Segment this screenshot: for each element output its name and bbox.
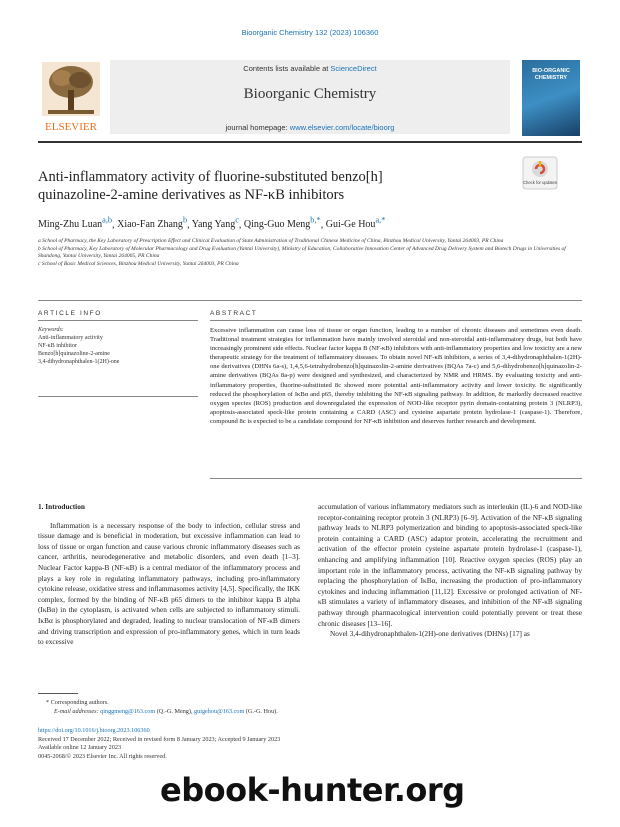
- body-column-right: [318, 502, 582, 640]
- keyword: Benzo[h]quinazoline-2-amine: [38, 351, 110, 357]
- publication-info: [38, 727, 438, 761]
- author[interactable]: Ming-Zhu Luan$^{a,b}$: [38, 216, 113, 231]
- available-online: Available online 12 January 2023: [38, 744, 122, 751]
- check-updates-icon: [522, 156, 558, 190]
- keyword: 3,4-dihydronaphthalen-1(2H)-one: [38, 359, 120, 365]
- introduction-heading: 1. Introduction: [38, 502, 85, 511]
- affiliations: [38, 238, 582, 268]
- journal-cover-title: BIO-ORGANIC CHEMISTRY: [532, 68, 570, 81]
- received-dates: Received 17 December 2022; Received in revised form 8 January 2023; Accepted 9 January 2023: [38, 735, 281, 743]
- check-updates-label: Check for updates: [523, 180, 557, 185]
- abstract-text: Excessive inflammation can cause loss of tissue or organ function, leading to a number of chronic diseases and sometimes even death. Traditional treatment strategies for inflammation have mainly involved steroidal and non-steroidal anti-inflammatory drugs, but both have increasingly prominent side effects. Nuclear factor kappa B (NF-κB) inhibitors with anti-inflammatory properties and low toxicity are a new therapeutic strategy for the treatment of inflammatory diseases. To obtain novel NF-κB inhibitors, a series of 3,4-dihydronaphthalen-1(2H)-one derivatives (DHNs 6a-s), 1,4,5,6-tetrahydrobenzo[h]quinazolin-2-amine derivatives (BQAs 7a-c) and 5,6-dihydrobenzo[h]quinazolin-2-amine derivatives (BQAs 8a-p) were designed and synthesized, and characterized by NMR and HRMS. By evaluating toxicity and anti-inflammatory properties, fluorine-substituted 8c showed more potential anti-inflammatory activity and lower toxicity. 8c significantly reduced the phosphorylation of IκBα and p65, thereby inhibiting the NF-κB signaling pathway. In addition, 8c markedly decreased reactive oxygen species (ROS) production and downregulated the expression of NOD-like receptor pyrin domain-containing protein 3 (NLRP3), apoptosis-associated speck-like protein containing a CARD (ASC) and cysteine aspartate protein hydrolase-1 (caspase-1). Therefore, compound 8c is expected to be a candidate compound for NF-κB inhibition and deserves further research and development.: [210, 327, 582, 425]
- article-info-heading: ARTICLE INFO: [38, 310, 102, 317]
- author[interactable]: Gui-Ge Hou$^{a,*}$: [325, 216, 386, 231]
- article-info-bottom-rule: [38, 396, 198, 397]
- body-paragraph: Novel 3,4-dihydronaphthalen-1(2H)-one derivatives (DHNs) [17] as: [330, 629, 530, 639]
- author-list: Ming-Zhu Luan$^{a,b}$, Xiao-Fan Zhang$^b$, Yang Yang$^c$, Qing-Guo Meng$^{b,*}$, Gui-Ge Hou$^{a,*}$: [38, 216, 386, 231]
- corresponding-authors-note: * Corresponding authors.: [46, 699, 109, 706]
- author[interactable]: Xiao-Fan Zhang$^b$: [117, 216, 188, 231]
- body-column-left: [38, 502, 300, 648]
- article-title-line-2: quinazoline-2-amine derivatives as NF-κB inhibitors: [38, 187, 345, 203]
- contents-prefix: Contents lists available at: [243, 64, 331, 73]
- keywords-label: Keywords:: [38, 327, 64, 333]
- homepage-prefix: journal homepage:: [225, 123, 290, 132]
- elsevier-wordmark: ELSEVIER: [45, 121, 97, 133]
- email-link[interactable]: guigehou@163.com: [194, 707, 245, 715]
- header-divider: [38, 141, 582, 143]
- body-paragraph: Inflammation is a necessary response of the body to infection, cellular stress and tissue damage and is beneficial in moderation, but excessive inflammation can lead to loss of tissue or organ function and cause various chronic inflammatory diseases such as cancer, arthritis, neurodegenerative and metabolic disorders, and even death [1–3]. Nuclear Factor kappa-B (NF-κB) is a central mediator of the inflammatory process and plays a key role in regulating inflammatory pathways, including pro-inflammatory cytokine release, oxidative stress and inflammasomes activity [4,5]. Specifically, the IKK complex, formed by the binding of NF-κB p65 dimers to the inhibitor kappa B alpha (IκBα) in the cytoplasm, is activated when cells are subjected to inflammatory stimuli. IκBα is phosphorylated and degraded, leading to nuclear translocation of NF-κB dimers and driving transcription and expression of pro-inflammatory genes, which in turn leads to excessive: [38, 520, 300, 647]
- keywords-block: [38, 326, 198, 366]
- keyword: Anti-inflammatory activity: [38, 335, 103, 341]
- sciencedirect-link[interactable]: ScienceDirect: [330, 64, 377, 73]
- homepage-line: [110, 123, 510, 132]
- article-info-rule: [38, 320, 198, 321]
- elsevier-logo: [38, 60, 104, 136]
- body-paragraph: accumulation of various inflammatory mediators such as interleukin (IL)-6 and NOD-like receptor-containing receptor protein 3 (NLRP3) [6–9]. Activation of the NF-κB signaling pathway leads to NLRP3 polymerization and binding to apoptosis-associated speck-like protein containing a CARD (ASC) adaptor protein, accelerating the recruitment and activation of the effector protein cysteine aspartate protein hydrolase-1 (caspase-1), enhancing and amplifying inflammation [10]. Reactive oxygen species (ROS) play an important role in the inflammatory process, activating the NF-κB signaling pathway by replacing the phosphorylation of IκBα, increasing the production of pro-inflammatory cytokines and inducing inflammation [11,12]. Excessive or prolonged activation of NF-κB stimulates a variety of inflammatory diseases, and inhibition of the NF-κB signaling pathway through pharmacological intervention could potentially prevent or treat these chronic diseases [13–16].: [318, 502, 582, 628]
- doi-link[interactable]: https://doi.org/10.1016/j.bioorg.2023.106360: [38, 727, 150, 734]
- elsevier-tree-icon: [38, 60, 104, 136]
- abstract-end-rule: [210, 478, 582, 479]
- author[interactable]: Yang Yang$^c$: [191, 216, 239, 231]
- article-title-line-1: Anti-inflammatory activity of fluorine-substituted benzo[h]: [38, 169, 383, 185]
- section-divider: [38, 300, 582, 301]
- abstract-heading: ABSTRACT: [210, 310, 258, 317]
- email-addresses: E-mail addresses: qinggmeng@163.com (Q.-G. Meng), guigehou@163.com (G.-G. Hou).: [54, 707, 278, 715]
- contents-line: [110, 64, 510, 73]
- keyword: NF-κB inhibitor: [38, 343, 77, 349]
- author[interactable]: Qing-Guo Meng$^{b,*}$: [243, 216, 321, 231]
- affiliation-a: a School of Pharmacy, the Key Laboratory of Prescription Effect and Clinical Evaluation of State Administration of Traditional Chinese Medicine of China, Binzhou Medical University, Yantai 264003, PR China: [38, 238, 504, 244]
- journal-homepage-link[interactable]: www.elsevier.com/locate/bioorg: [289, 123, 395, 132]
- check-for-updates-button[interactable]: [522, 156, 558, 190]
- footnotes: [38, 699, 438, 716]
- abstract-rule: [210, 320, 582, 321]
- email-link[interactable]: qinggmeng@163.com: [100, 707, 156, 715]
- affiliation-b: b School of Pharmacy, Key Laboratory of Molecular Pharmacology and Drug Evaluation (Yantai University), Ministry of Education, Collaborative Innovation Center of Advanced Drug Delivery System and Biotech Drugs in Universities of Shandong, Yantai University, Yantai 264005, PR China: [38, 245, 566, 260]
- journal-citation[interactable]: Bioorganic Chemistry 132 (2023) 106360: [241, 28, 379, 37]
- affiliation-c: c School of Basic Medical Sciences, Binzhou Medical University, Yantai 264003, PR China: [38, 260, 239, 267]
- journal-name: Bioorganic Chemistry: [243, 86, 377, 102]
- watermark: ebook-hunter.org: [160, 771, 465, 809]
- copyright: 0045-2068/© 2023 Elsevier Inc. All rights reserved.: [38, 752, 167, 760]
- footnote-rule: [38, 693, 78, 694]
- article-title: [38, 168, 488, 204]
